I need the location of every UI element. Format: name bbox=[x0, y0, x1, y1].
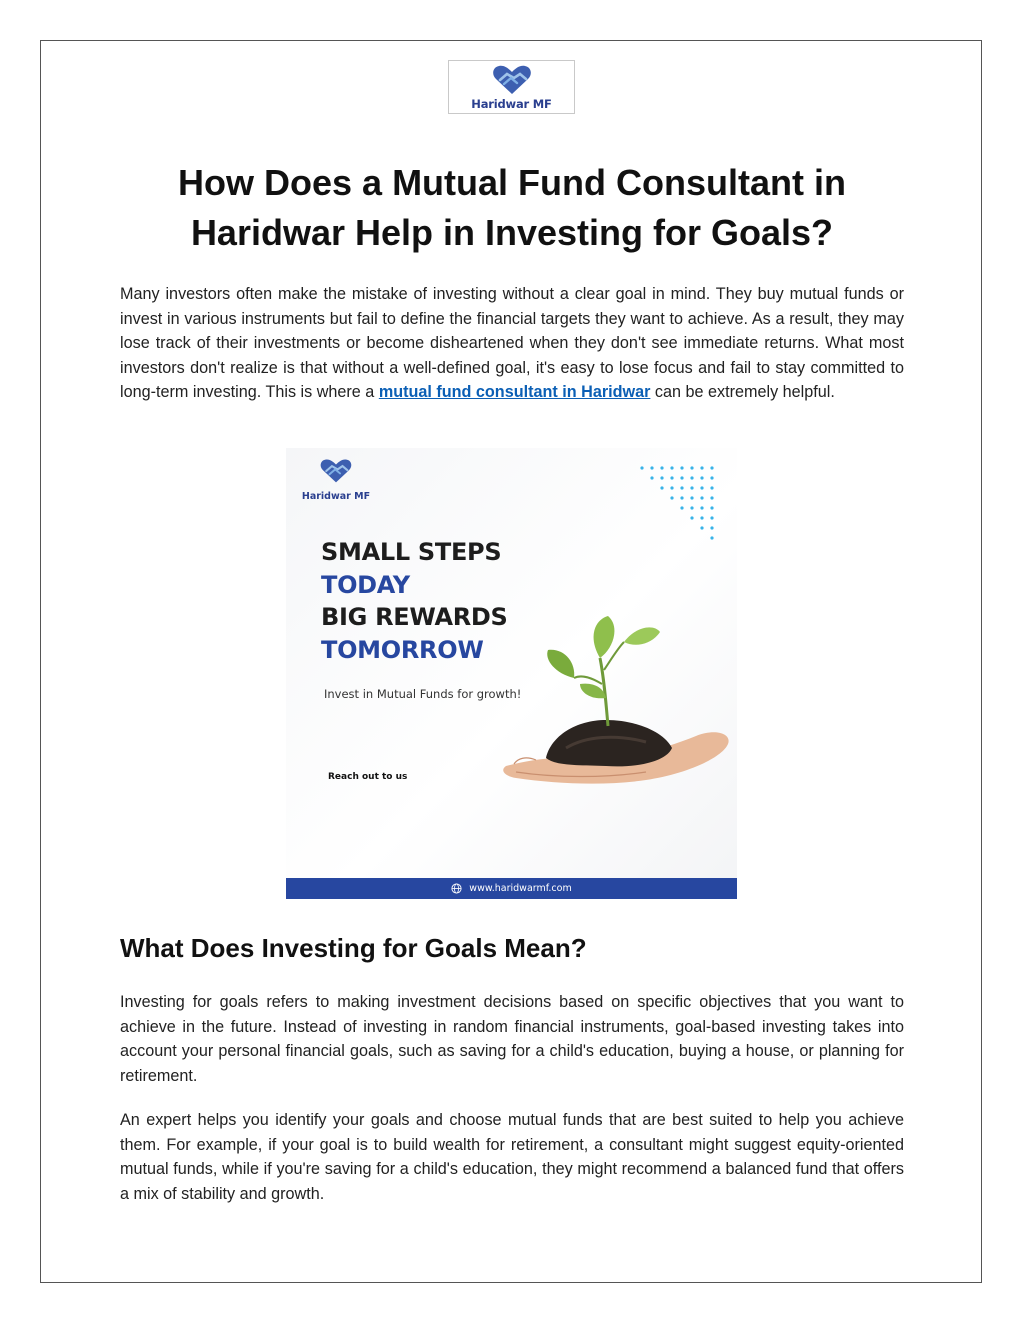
banner-logo bbox=[296, 458, 376, 502]
website-text: www.haridwarmf.com bbox=[469, 883, 572, 894]
banner-headline bbox=[321, 536, 508, 666]
banner-website-bar bbox=[286, 878, 737, 899]
section-heading: What Does Investing for Goals Mean? bbox=[120, 933, 587, 963]
banner-cta: Reach out to us bbox=[328, 772, 408, 782]
dot-pattern-icon bbox=[636, 462, 726, 552]
handshake-heart-icon bbox=[490, 64, 534, 96]
header-logo bbox=[448, 60, 575, 114]
intro-text: Many investors often make the mistake of investing without a clear goal in mind. They buy mutual funds or invest in various instruments but fail to define the financial targets they want to achieve. As a result, they may lose track of their investments or become disheartened when they don't see immediate returns. What most investors don't realize is that without a well-defined goal, it's easy to lose focus and fail to stay committed to long-term investing. This is where a bbox=[120, 285, 904, 401]
banner-tagline: Invest in Mutual Funds for growth! bbox=[324, 687, 522, 701]
title-line-2: Haridwar Help in Investing for Goals? bbox=[190, 212, 834, 253]
promo-banner-image bbox=[286, 448, 737, 899]
intro-tail: can be extremely helpful. bbox=[650, 383, 835, 401]
headline-line-1: SMALL STEPS bbox=[321, 538, 502, 566]
headline-line-3: BIG REWARDS bbox=[321, 603, 508, 631]
headline-line-4: TOMORROW bbox=[321, 635, 484, 664]
globe-icon bbox=[451, 883, 462, 894]
paragraph-goals-definition: Investing for goals refers to making investment decisions based on specific objectives that you want to achieve in the future. Instead of investing in random financial instruments, goal-based investing takes into account your personal financial goals, such as saving for a child's education, buying a house, or planning for retirement. bbox=[120, 993, 904, 1085]
hand-holding-plant-icon bbox=[496, 608, 736, 788]
handshake-heart-icon bbox=[318, 458, 354, 484]
title-line-1: How Does a Mutual Fund Consultant in bbox=[178, 162, 846, 203]
headline-line-2: TODAY bbox=[321, 570, 410, 599]
logo-text: Haridwar MF bbox=[471, 97, 552, 111]
banner-logo-text: Haridwar MF bbox=[301, 491, 371, 502]
article-title bbox=[120, 158, 904, 258]
paragraph-expert-help: An expert helps you identify your goals and choose mutual funds that are best suited to help you achieve them. For example, if your goal is to build wealth for retirement, a consultant might suggest equity-oriented mutual funds, while if you're saving for a child's education, they might recommend a balanced fund that offers a mix of stability and growth. bbox=[120, 1111, 904, 1203]
intro-paragraph bbox=[120, 282, 904, 405]
consultant-link[interactable]: mutual fund consultant in Haridwar bbox=[378, 383, 651, 401]
